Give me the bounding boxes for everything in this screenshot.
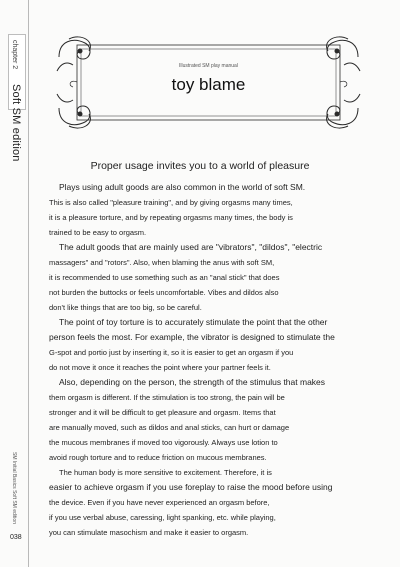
page-title: toy blame — [171, 75, 246, 94]
body-line: Also, depending on the person, the strength of the stimulus that makes — [59, 377, 326, 387]
body-line: G-spot and portio just by inserting it, so it is easier to get an orgasm if you — [49, 348, 294, 357]
body-line: trained to be easy to orgasm. — [49, 228, 147, 237]
body-line: massagers" and "rotors". Also, when blaming the anus with soft SM, — [49, 258, 275, 267]
chapter-label: chapter 2 — [11, 40, 18, 70]
body-line: do not move it once it reaches the point where your partner feels it. — [49, 363, 271, 372]
body-line: them orgasm is different. If the stimulation is too strong, the pain will be — [49, 393, 285, 402]
title-frame — [55, 35, 362, 130]
body-line: stronger and it will be difficult to get pleasure and orgasm. Items that — [49, 408, 276, 417]
section-subtitle: Proper usage invites you to a world of pleasure — [90, 160, 310, 172]
body-line: not burden the buttocks or feels uncomfortable. Vibes and dildos also — [49, 288, 279, 297]
body-line: don't like things that are too big, so be careful. — [49, 303, 202, 312]
body-line: The human body is more sensitive to excitement. Therefore, it is — [59, 468, 272, 477]
body-line: you can stimulate masochism and make it easier to orgasm. — [49, 528, 249, 537]
edition-label: Soft SM edition — [10, 84, 22, 162]
series-label: SM Initial Basics Soft SM edition — [11, 452, 17, 524]
body-line: avoid rough torture and to reduce friction on mucous membranes. — [49, 453, 267, 462]
body-line: person feels the most. For example, the vibrator is designed to stimulate the — [49, 332, 335, 342]
body-line: are manually moved, such as dildos and anal sticks, can hurt or damage — [49, 423, 290, 432]
body-line: it is a pleasure torture, and by repeating orgasms many times, the body is — [49, 213, 293, 222]
body-line: The point of toy torture is to accurately stimulate the point that the other — [59, 317, 328, 327]
body-line: Plays using adult goods are also common in the world of soft SM. — [59, 182, 306, 192]
page-number: 038 — [10, 534, 22, 541]
body-line: if you use verbal abuse, caressing, light spanking, etc. while playing, — [49, 513, 276, 522]
body-text — [49, 180, 379, 540]
body-line: it is recommended to use something such as an "anal stick" that does — [49, 273, 280, 282]
body-line: the mucous membranes if moved too vigorously. Always use lotion to — [49, 438, 278, 447]
body-line: easier to achieve orgasm if you use foreplay to raise the mood before using — [49, 482, 333, 492]
body-line: This is also called "pleasure training", and by giving orgasms many times, — [49, 198, 293, 207]
body-line: The adult goods that are mainly used are "vibrators", "dildos", "electric — [59, 242, 323, 252]
body-line: the device. Even if you have never experienced an orgasm before, — [49, 498, 270, 507]
title-caption: Illustrated SM play manual — [179, 63, 238, 69]
